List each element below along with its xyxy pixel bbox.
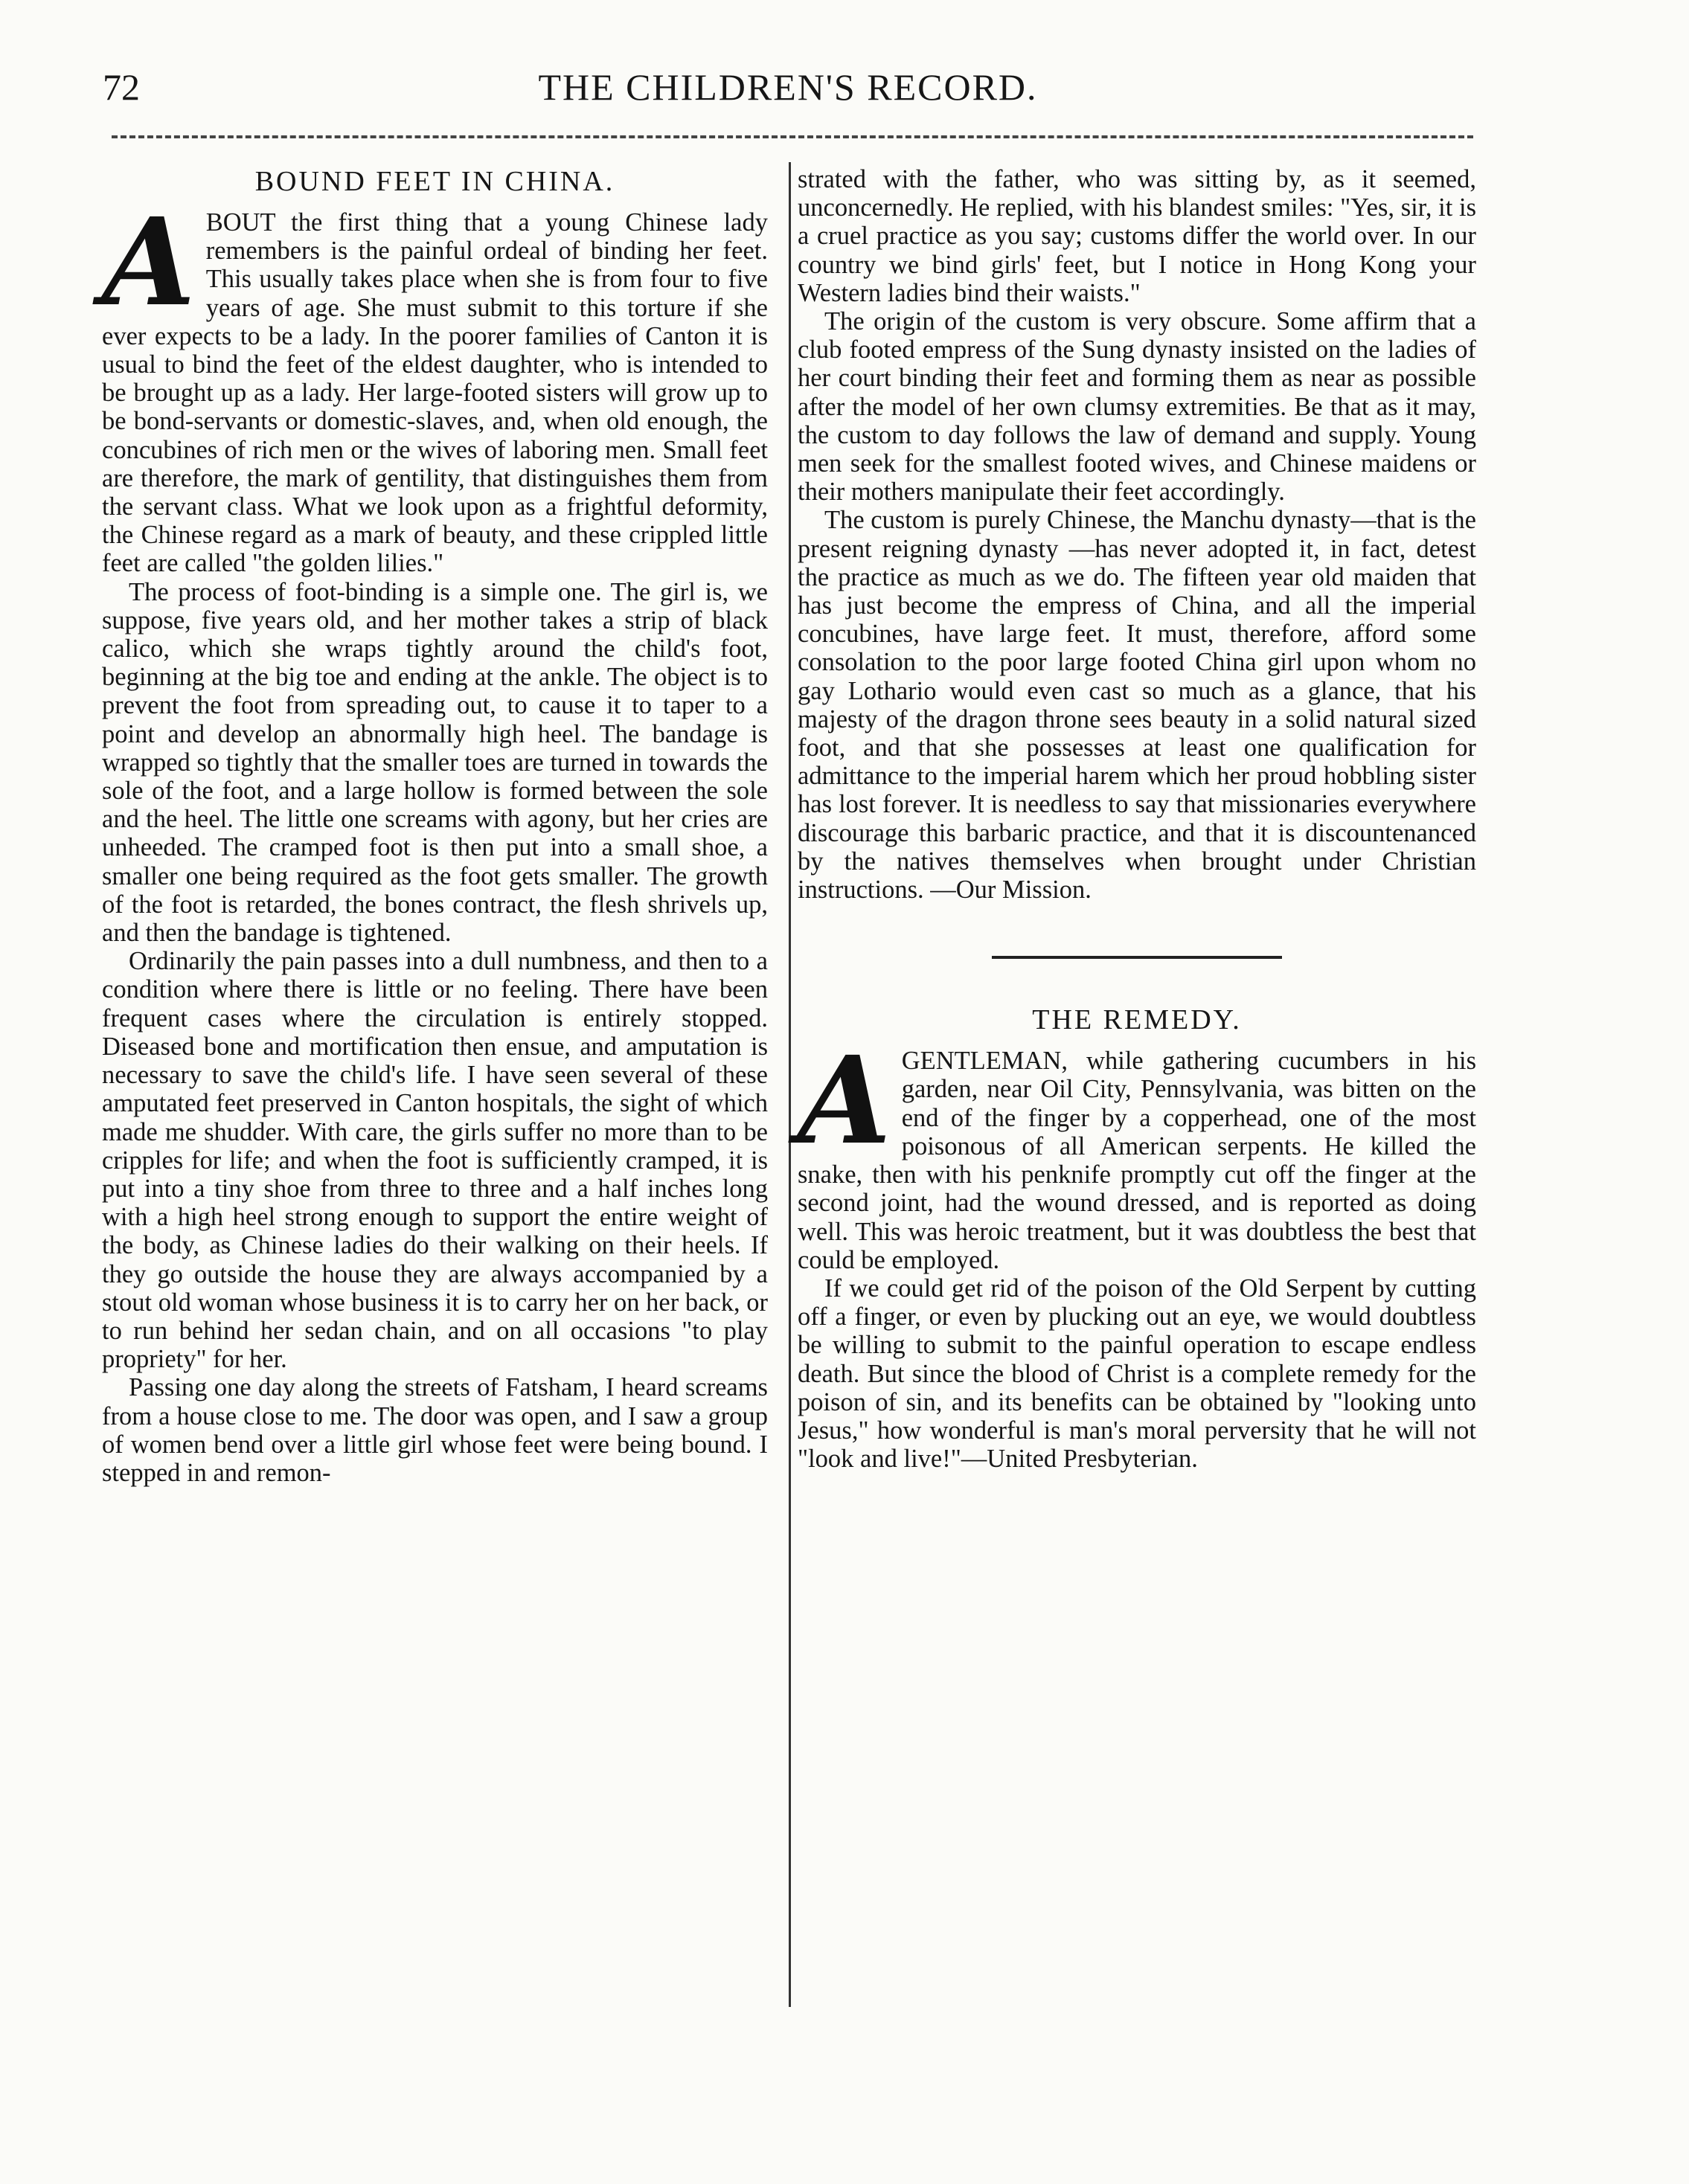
- article-paragraph: strated with the father, who was sitting by, as it seemed, unconcernedly. He replied, with his blandest smiles: "Yes, sir, it is a cruel practice as you say; customs differ the world over. In our country we bind girls' feet, but I notice in Hong Kong your Western ladies bind their waists.": [798, 165, 1476, 307]
- article-paragraph: The process of foot-binding is a simple one. The girl is, we suppose, five years old, and her mother takes a strip of black calico, which she wraps tightly around the child's foot, beginning at the big toe and ending at the ankle. The object is to prevent the foot from spreading out, to cause it to taper to a point and develop an abnormally high heel. The bandage is wrapped so tightly that the smaller toes are turned in towards the sole of the foot, and a large hollow is formed between the sole and the heel. The little one screams with agony, but her cries are unheeded. The cramped foot is then put into a small shoe, a smaller one being required as the foot gets smaller. The growth of the foot is retarded, the bones contract, the flesh shrivels up, and then the bandage is tightened.: [102, 577, 768, 948]
- page-number: 72: [103, 66, 140, 108]
- article-paragraph: If we could get rid of the poison of the Old Serpent by cutting off a finger, or even by plucking out an eye, we would doubtless be willing to submit to the painful operation to escape endless death. But since the blood of Christ is a complete remedy for the poison of sin, and its benefits can be obtained by "looking unto Jesus," how wonderful is man's moral perversity that he will not "look and live!"—United Presbyterian.: [798, 1274, 1476, 1474]
- header-rule: [112, 135, 1473, 138]
- article-title-bound-feet: BOUND FEET IN CHINA.: [254, 166, 615, 197]
- article-paragraph: ABOUT the first thing that a young Chinese lady remembers is the painful ordeal of binding her feet. This usually takes place when she is from four to five years of age. She must submit to this torture if she ever expects to be a lady. In the poorer families of Canton it is usual to bind the feet of the eldest daughter, who is intended to be brought up as a lady. Her large-footed sisters will grow up to be bond-servants or domestic-slaves, and, when old enough, the concubines of rich men or the wives of laboring men. Small feet are therefore, the mark of gentility, that distinguishes them from the servant class. What we look upon as a frightful deformity, the Chinese regard as a mark of beauty, and these crippled little feet are called "the golden lilies.": [102, 192, 768, 578]
- article-paragraph: AGENTLEMAN, while gathering cucumbers in his garden, near Oil City, Pennsylvania, was bitten on the end of the finger by a copperhead, one of the most poisonous of all American serpents. He killed the snake, then with his penknife promptly cut off the finger at the second joint, had the wound dressed, and is reported as doing well. This was heroic treatment, but it was doubtless the best that could be employed.: [798, 1030, 1476, 1274]
- running-title: THE CHILDREN'S RECORD.: [538, 66, 1038, 108]
- article-separator: [992, 956, 1282, 959]
- article-paragraph: Ordinarily the pain passes into a dull numbness, and then to a condition where there is little or no feeling. There have been frequent cases where the circulation is entirely stopped. Diseased bone and mortification then ensue, and amputation is necessary to save the child's life. I have seen several of these amputated feet preserved in Canton hospitals, the sight of which made me shudder. With care, the girls suffer no more than to be cripples for life; and when the foot is sufficiently cramped, it is put into a tiny shoe from three to three and a half inches long with a high heel strong enough to support the entire weight of the body, as Chinese ladies do their walking on their heels. If they go outside the house they are always accompanied by a stout old woman whose business it is to carry her on her back, or to run behind her sedan chain, and on all occasions "to play propriety" for her.: [102, 947, 768, 1374]
- drop-cap: A: [798, 1030, 891, 1172]
- right-column: [798, 165, 1476, 1473]
- article-paragraph: Passing one day along the streets of Fatsham, I heard screams from a house close to me. The door was open, and I saw a group of women bend over a little girl whose feet were being bound. I stepped in and remon-: [102, 1373, 768, 1487]
- drop-cap: A: [102, 192, 196, 333]
- page-header: [103, 65, 1473, 118]
- article-title-remedy: THE REMEDY.: [1032, 1004, 1242, 1036]
- left-column: [102, 165, 768, 1487]
- article-paragraph: The origin of the custom is very obscure. Some affirm that a club footed empress of the Sung dynasty insisted on the ladies of her court binding their feet and forming them as near as possible after the model of her own clumsy extremities. Be that as it may, the custom to day follows the law of demand and supply. Young men seek for the smallest footed wives, and Chinese maidens or their mothers manipulate their feet accordingly.: [798, 307, 1476, 507]
- column-divider: [789, 162, 791, 2007]
- article-paragraph: The custom is purely Chinese, the Manchu dynasty—that is the present reigning dynasty —has never adopted it, in fact, detest the practice as much as we do. The fifteen year old maiden that has just become the empress of China, and all the imperial concubines, have large feet. It must, therefore, afford some consolation to the poor large footed China girl upon whom no gay Lothario would even cast so much as a glance, that his majesty of the dragon throne sees beauty in a solid natural sized foot, and that she possesses at least one qualification for admittance to the imperial harem which her proud hobbling sister has lost forever. It is needless to say that missionaries everywhere discourage this barbaric practice, and that it is discountenanced by the natives themselves when brought under Christian instructions. —Our Mission.: [798, 506, 1476, 905]
